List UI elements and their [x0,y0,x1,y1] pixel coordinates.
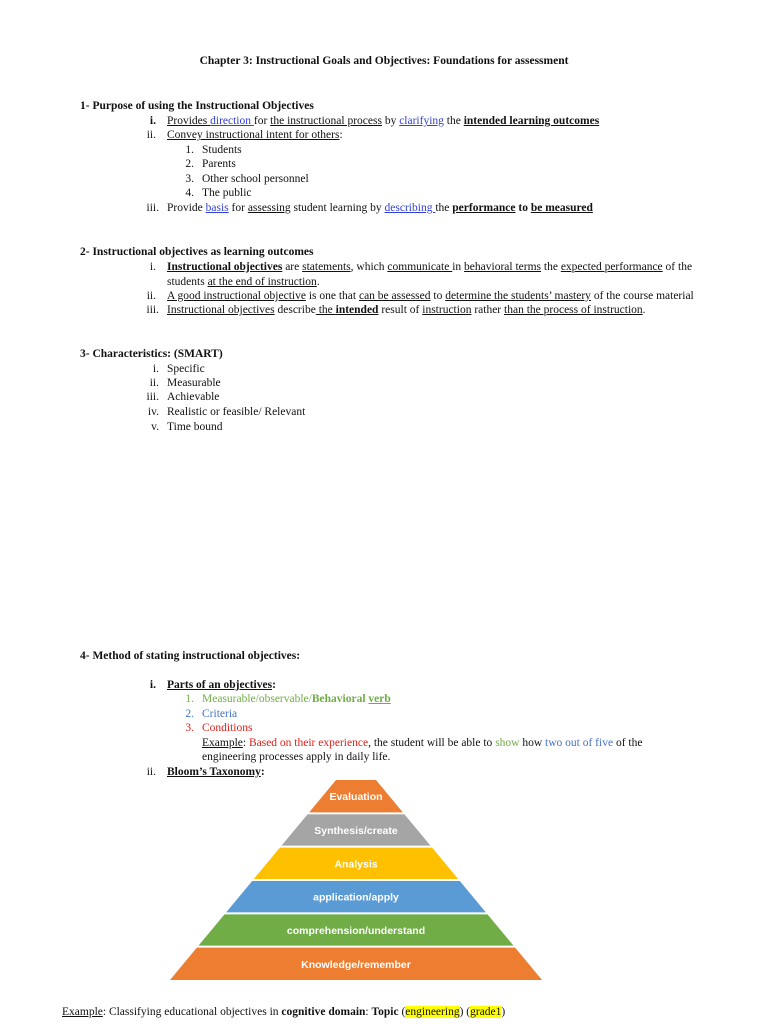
pyramid-layer-label: Evaluation [329,791,383,804]
list-item: Realistic or feasible/ Relevant [167,406,306,418]
pyramid-layer-label: comprehension/understand [286,925,426,937]
list-number: i. [149,679,156,691]
section-4-heading: 4- Method of stating instructional objectives: [80,650,301,662]
section-1-item-i: Provides direction for the instructional process by clarifying the intended learning outcomes [167,115,600,127]
list-item: Specific [167,363,205,375]
list-number: i. [149,115,156,127]
list-number: 1. [185,693,194,705]
list-number: 1. [185,144,194,156]
list-number: 3. [185,722,194,734]
list-number: iv. [147,406,159,418]
list-number: 3. [185,173,194,185]
list-number: iii. [146,391,159,403]
objective-example: Example: Based on their experience, the student will be able to show how two out of five of the [202,737,643,749]
list-number: i. [152,363,159,375]
section-2-heading: 2- Instructional objectives as learning outcomes [80,246,314,258]
list-item: Achievable [167,391,220,403]
section-1-item-ii: Convey instructional intent for others: [167,129,343,141]
list-number: i. [149,261,156,273]
pyramid-layer-label: Knowledge/remember [301,958,411,971]
list-item: Parents [202,158,236,170]
part-conditions: Conditions [202,722,253,734]
list-number: 4. [185,187,194,199]
list-item: Students [202,144,242,156]
section-1-heading: 1- Purpose of using the Instructional Objectives [80,100,314,112]
objective-example-continued: engineering processes apply in daily life. [202,751,391,763]
section-2-item-i-continued: students at the end of instruction. [167,276,320,288]
blooms-taxonomy-title: Bloom’s Taxonomy: [167,766,265,778]
list-number: 2. [185,708,194,720]
list-number: ii. [146,766,156,778]
list-number: ii. [146,129,156,141]
list-number: v. [151,421,159,433]
list-item: Time bound [167,421,223,433]
section-3-heading: 3- Characteristics: (SMART) [80,348,223,360]
list-item: The public [202,187,252,199]
pyramid-layer-label: Synthesis/create [314,825,398,837]
section-2-item-iii: Instructional objectives describe the intended result of instruction rather than the process of instruction. [167,304,646,316]
parts-of-objectives-title: Parts of an objectives: [167,679,276,691]
section-2-item-i: Instructional objectives are statements, which communicate in behavioral terms the expected performance of the [167,261,693,273]
pyramid-layer-label: application/apply [313,891,399,904]
part-criteria: Criteria [202,708,238,720]
list-item: Other school personnel [202,173,309,185]
part-measurable-verb: Measurable/observable/Behavioral verb [202,693,391,705]
section-2-item-ii: A good instructional objective is one that can be assessed to determine the students’ mastery of the course material [167,290,694,302]
list-number: ii. [149,377,159,389]
list-number: 2. [185,158,194,170]
list-number: iii. [146,202,159,214]
page-title: Chapter 3: Instructional Goals and Objectives: Foundations for assessment [199,55,569,67]
footer-example: Example: Classifying educational objectives in cognitive domain: Topic (engineering) (grade1) [62,1006,506,1018]
list-number: iii. [146,304,159,316]
list-number: ii. [146,290,156,302]
section-1-item-iii: Provide basis for assessing student learning by describing the performance to be measured [167,202,593,214]
pyramid-layer-label: Analysis [334,858,378,871]
list-item: Measurable [167,377,221,389]
